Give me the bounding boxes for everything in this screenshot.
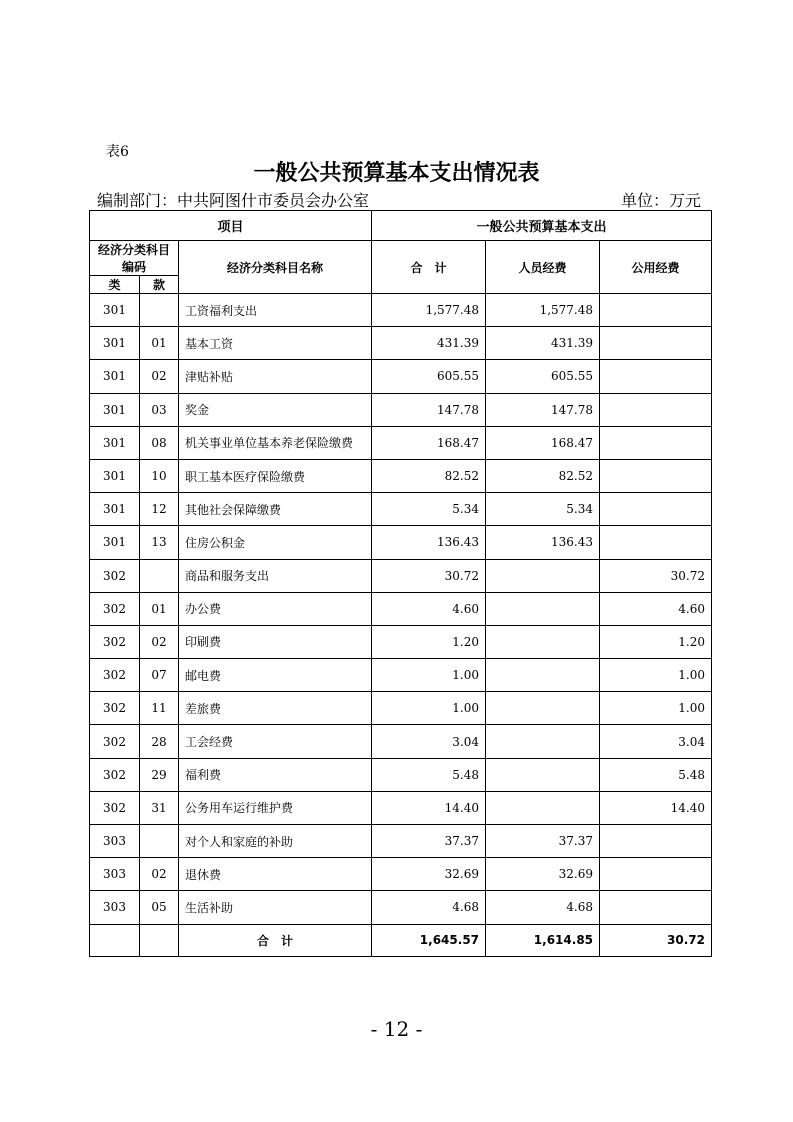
total-public: 30.72 xyxy=(600,924,712,956)
name-cell: 差旅费 xyxy=(179,692,372,725)
item-cell: 01 xyxy=(140,592,179,625)
total-cell: 82.52 xyxy=(372,459,486,492)
item-cell: 31 xyxy=(140,791,179,824)
class-cell: 301 xyxy=(90,327,140,360)
department-label: 编制部门：中共阿图什市委员会办公室 xyxy=(97,191,370,210)
item-cell: 13 xyxy=(140,526,179,559)
name-cell: 津贴补贴 xyxy=(179,360,372,393)
personnel-cell xyxy=(486,559,600,592)
personnel-cell xyxy=(486,791,600,824)
personnel-cell: 32.69 xyxy=(486,858,600,891)
total-cell: 30.72 xyxy=(372,559,486,592)
total-cell: 168.47 xyxy=(372,426,486,459)
header-item: 款 xyxy=(140,276,179,294)
page-number: - 12 - xyxy=(370,1017,423,1041)
table-row xyxy=(90,891,712,924)
total-cell: 1.00 xyxy=(372,692,486,725)
item-cell xyxy=(140,559,179,592)
header-class: 类 xyxy=(90,276,140,294)
personnel-cell xyxy=(486,692,600,725)
class-cell: 301 xyxy=(90,493,140,526)
name-cell: 办公费 xyxy=(179,592,372,625)
item-cell: 28 xyxy=(140,725,179,758)
personnel-cell: 136.43 xyxy=(486,526,600,559)
total-cell: 32.69 xyxy=(372,858,486,891)
personnel-cell xyxy=(486,625,600,658)
personnel-cell xyxy=(486,592,600,625)
public-cell xyxy=(600,294,712,327)
class-cell: 301 xyxy=(90,526,140,559)
name-cell: 基本工资 xyxy=(179,327,372,360)
header-project: 项目 xyxy=(90,211,372,241)
name-cell: 机关事业单位基本养老保险缴费 xyxy=(179,426,372,459)
class-cell: 301 xyxy=(90,426,140,459)
name-cell: 邮电费 xyxy=(179,659,372,692)
table-number: 表6 xyxy=(106,144,129,160)
public-cell: 14.40 xyxy=(600,791,712,824)
total-class-cell xyxy=(90,924,140,956)
table-row xyxy=(90,725,712,758)
personnel-cell: 147.78 xyxy=(486,393,600,426)
public-cell xyxy=(600,891,712,924)
table-row xyxy=(90,294,712,327)
personnel-cell xyxy=(486,659,600,692)
class-cell: 303 xyxy=(90,858,140,891)
header-public: 公用经费 xyxy=(600,241,712,294)
class-cell: 303 xyxy=(90,825,140,858)
item-cell xyxy=(140,825,179,858)
public-cell: 3.04 xyxy=(600,725,712,758)
expenditure-table xyxy=(89,210,712,957)
class-cell: 302 xyxy=(90,659,140,692)
class-cell: 301 xyxy=(90,459,140,492)
class-cell: 301 xyxy=(90,393,140,426)
name-cell: 工会经费 xyxy=(179,725,372,758)
total-label: 合 计 xyxy=(179,924,372,956)
total-item-cell xyxy=(140,924,179,956)
public-cell: 1.20 xyxy=(600,625,712,658)
public-cell xyxy=(600,459,712,492)
name-cell: 其他社会保障缴费 xyxy=(179,493,372,526)
total-personnel: 1,614.85 xyxy=(486,924,600,956)
total-cell: 5.34 xyxy=(372,493,486,526)
table-row xyxy=(90,625,712,658)
name-cell: 工资福利支出 xyxy=(179,294,372,327)
table-row xyxy=(90,791,712,824)
total-cell: 14.40 xyxy=(372,791,486,824)
unit-label: 单位：万元 xyxy=(620,191,701,210)
class-cell: 301 xyxy=(90,294,140,327)
table-row xyxy=(90,426,712,459)
total-cell: 1.20 xyxy=(372,625,486,658)
table-row xyxy=(90,592,712,625)
personnel-cell: 82.52 xyxy=(486,459,600,492)
table-row xyxy=(90,393,712,426)
table-row xyxy=(90,858,712,891)
item-cell: 10 xyxy=(140,459,179,492)
item-cell: 02 xyxy=(140,858,179,891)
name-cell: 公务用车运行维护费 xyxy=(179,791,372,824)
name-cell: 住房公积金 xyxy=(179,526,372,559)
page-title: 一般公共预算基本支出情况表 xyxy=(253,161,540,186)
table-row xyxy=(90,459,712,492)
public-cell xyxy=(600,858,712,891)
name-cell: 退休费 xyxy=(179,858,372,891)
personnel-cell: 1,577.48 xyxy=(486,294,600,327)
public-cell xyxy=(600,825,712,858)
table-body xyxy=(90,294,712,925)
item-cell: 07 xyxy=(140,659,179,692)
table-row xyxy=(90,327,712,360)
public-cell xyxy=(600,493,712,526)
name-cell: 生活补助 xyxy=(179,891,372,924)
class-cell: 302 xyxy=(90,791,140,824)
item-cell xyxy=(140,294,179,327)
personnel-cell: 168.47 xyxy=(486,426,600,459)
item-cell: 05 xyxy=(140,891,179,924)
header-code: 经济分类科目编码 xyxy=(90,241,179,276)
header-total: 合 计 xyxy=(372,241,486,294)
total-cell: 4.60 xyxy=(372,592,486,625)
table-row xyxy=(90,493,712,526)
name-cell: 对个人和家庭的补助 xyxy=(179,825,372,858)
public-cell xyxy=(600,360,712,393)
class-cell: 302 xyxy=(90,725,140,758)
table-row xyxy=(90,758,712,791)
class-cell: 303 xyxy=(90,891,140,924)
personnel-cell: 605.55 xyxy=(486,360,600,393)
name-cell: 奖金 xyxy=(179,393,372,426)
public-cell: 1.00 xyxy=(600,692,712,725)
total-amount: 1,645.57 xyxy=(372,924,486,956)
total-cell: 431.39 xyxy=(372,327,486,360)
table-row xyxy=(90,559,712,592)
item-cell: 02 xyxy=(140,625,179,658)
item-cell: 08 xyxy=(140,426,179,459)
table-row xyxy=(90,659,712,692)
name-cell: 商品和服务支出 xyxy=(179,559,372,592)
public-cell: 1.00 xyxy=(600,659,712,692)
personnel-cell: 431.39 xyxy=(486,327,600,360)
public-cell: 4.60 xyxy=(600,592,712,625)
class-cell: 302 xyxy=(90,592,140,625)
personnel-cell: 4.68 xyxy=(486,891,600,924)
name-cell: 职工基本医疗保险缴费 xyxy=(179,459,372,492)
total-row xyxy=(90,924,712,956)
total-cell: 1.00 xyxy=(372,659,486,692)
public-cell xyxy=(600,393,712,426)
class-cell: 302 xyxy=(90,692,140,725)
total-cell: 4.68 xyxy=(372,891,486,924)
public-cell: 5.48 xyxy=(600,758,712,791)
total-cell: 5.48 xyxy=(372,758,486,791)
personnel-cell: 37.37 xyxy=(486,825,600,858)
header-expenditure: 一般公共预算基本支出 xyxy=(372,211,712,241)
item-cell: 03 xyxy=(140,393,179,426)
item-cell: 02 xyxy=(140,360,179,393)
item-cell: 11 xyxy=(140,692,179,725)
class-cell: 302 xyxy=(90,559,140,592)
total-cell: 605.55 xyxy=(372,360,486,393)
table-row xyxy=(90,692,712,725)
public-cell: 30.72 xyxy=(600,559,712,592)
public-cell xyxy=(600,327,712,360)
total-cell: 3.04 xyxy=(372,725,486,758)
personnel-cell xyxy=(486,725,600,758)
name-cell: 印刷费 xyxy=(179,625,372,658)
header-name: 经济分类科目名称 xyxy=(179,241,372,294)
total-cell: 147.78 xyxy=(372,393,486,426)
total-cell: 136.43 xyxy=(372,526,486,559)
table-row xyxy=(90,526,712,559)
name-cell: 福利费 xyxy=(179,758,372,791)
total-cell: 37.37 xyxy=(372,825,486,858)
class-cell: 302 xyxy=(90,625,140,658)
table-row xyxy=(90,360,712,393)
total-cell: 1,577.48 xyxy=(372,294,486,327)
personnel-cell: 5.34 xyxy=(486,493,600,526)
table-row xyxy=(90,825,712,858)
personnel-cell xyxy=(486,758,600,791)
class-cell: 302 xyxy=(90,758,140,791)
item-cell: 12 xyxy=(140,493,179,526)
item-cell: 01 xyxy=(140,327,179,360)
item-cell: 29 xyxy=(140,758,179,791)
class-cell: 301 xyxy=(90,360,140,393)
public-cell xyxy=(600,526,712,559)
header-personnel: 人员经费 xyxy=(486,241,600,294)
public-cell xyxy=(600,426,712,459)
